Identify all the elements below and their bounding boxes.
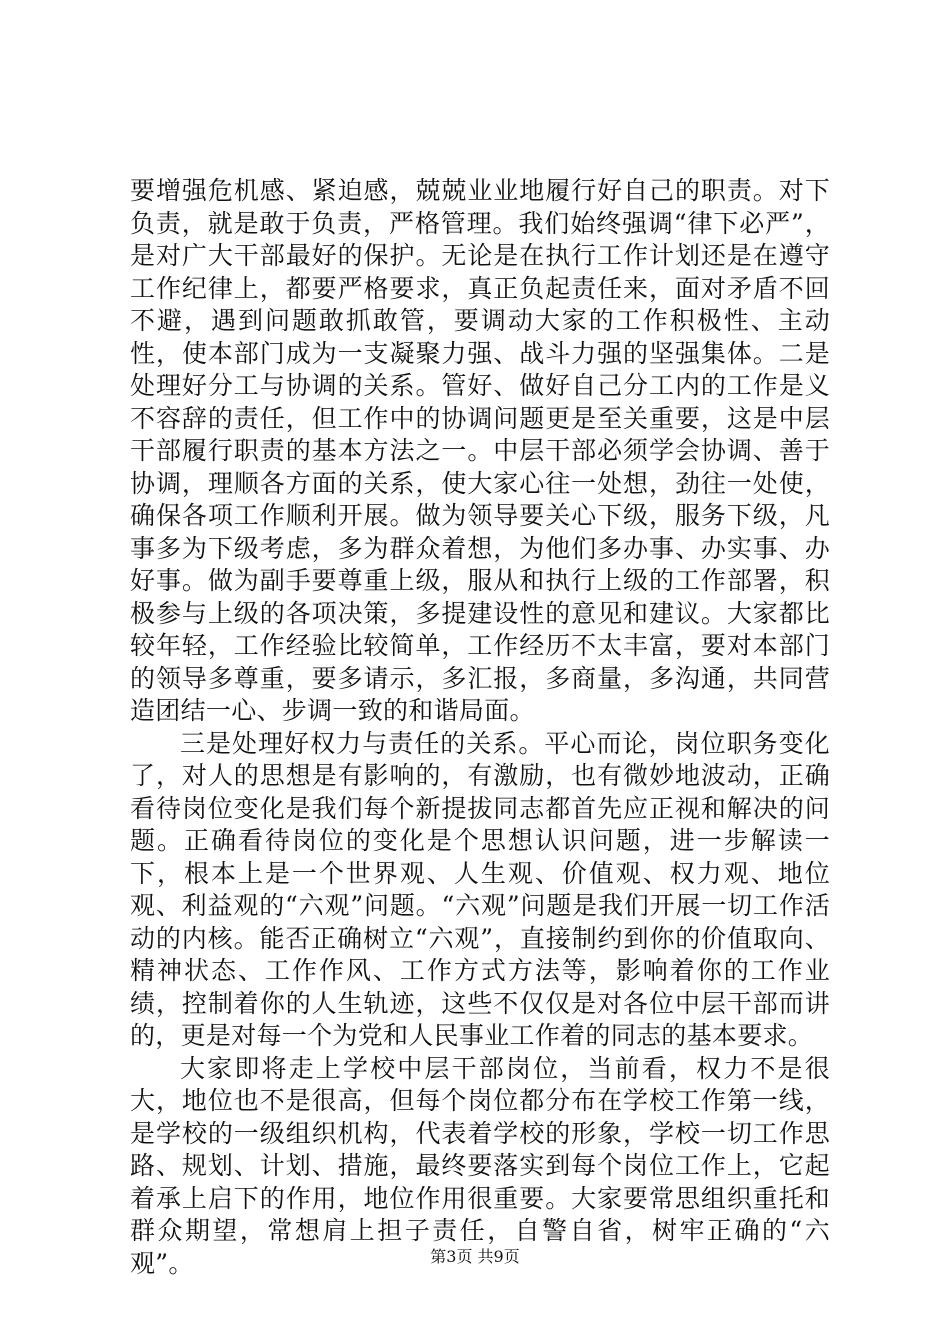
paragraph-3: 大家即将走上学校中层干部岗位，当前看，权力不是很大，地位也不是很高，但每个岗位都分布在学校工作第一线，是学校的一级组织机构，代表着学校的形象，学校一切工作思路、规划、计划、措施，最终要落实到每个岗位工作上，它起着承上启下的作用，地位作用很重要。大家要常思组织重托和群众期望，常想肩上担子责任，自警自省，树牢正确的“六观”。 xyxy=(130,1053,830,1278)
page-footer xyxy=(0,1244,950,1267)
page-number-label: 第3页 共9页 xyxy=(430,1247,520,1266)
paragraph-1: 要增强危机感、紧迫感，兢兢业业地履行好自己的职责。对下负责，就是敢于负责，严格管理。我们始终强调“律下必严”，是对广大干部最好的保护。无论是在执行工作计划还是在遵守工作纪律上，都要严格要求，真正负起责任来，面对矛盾不回不避，遇到问题敢抓敢管，要调动大家的工作积极性、主动性，使本部门成为一支凝聚力强、战斗力强的坚强集体。二是处理好分工与协调的关系。管好、做好自己分工内的工作是义不容辞的责任，但工作中的协调问题更是至关重要，这是中层干部履行职责的基本方法之一。中层干部必须学会协调、善于协调，理顺各方面的关系，使大家心往一处想，劲往一处使，确保各项工作顺利开展。做为领导要关心下级，服务下级，凡事多为下级考虑，多为群众着想，为他们多办事、办实事、办好事。做为副手要尊重上级，服从和执行上级的工作部署，积极参与上级的各项决策，多提建设性的意见和建议。大家都比较年轻，工作经验比较简单，工作经历不太丰富，要对本部门的领导多尊重，要多请示，多汇报，多商量，多沟通，共同营造团结一心、步调一致的和谐局面。 xyxy=(130,176,830,725)
paragraph-2: 三是处理好权力与责任的关系。平心而论，岗位职务变化了，对人的思想是有影响的，有激励，也有微妙地波动，正确看待岗位变化是我们每个新提拔同志都首先应正视和解决的问题。正确看待岗位的变化是个思想认识问题，进一步解读一下，根本上是一个世界观、人生观、价值观、权力观、地位观、利益观的“六观”问题。“六观”问题是我们开展一切工作活动的内核。能否正确树立“六观”，直接制约到你的价值取向、精神状态、工作作风、工作方式方法等，影响着你的工作业绩，控制着你的人生轨迹，这些不仅仅是对各位中层干部而讲的，更是对每一个为党和人民事业工作着的同志的基本要求。 xyxy=(130,728,830,1050)
document-body xyxy=(130,175,830,1280)
